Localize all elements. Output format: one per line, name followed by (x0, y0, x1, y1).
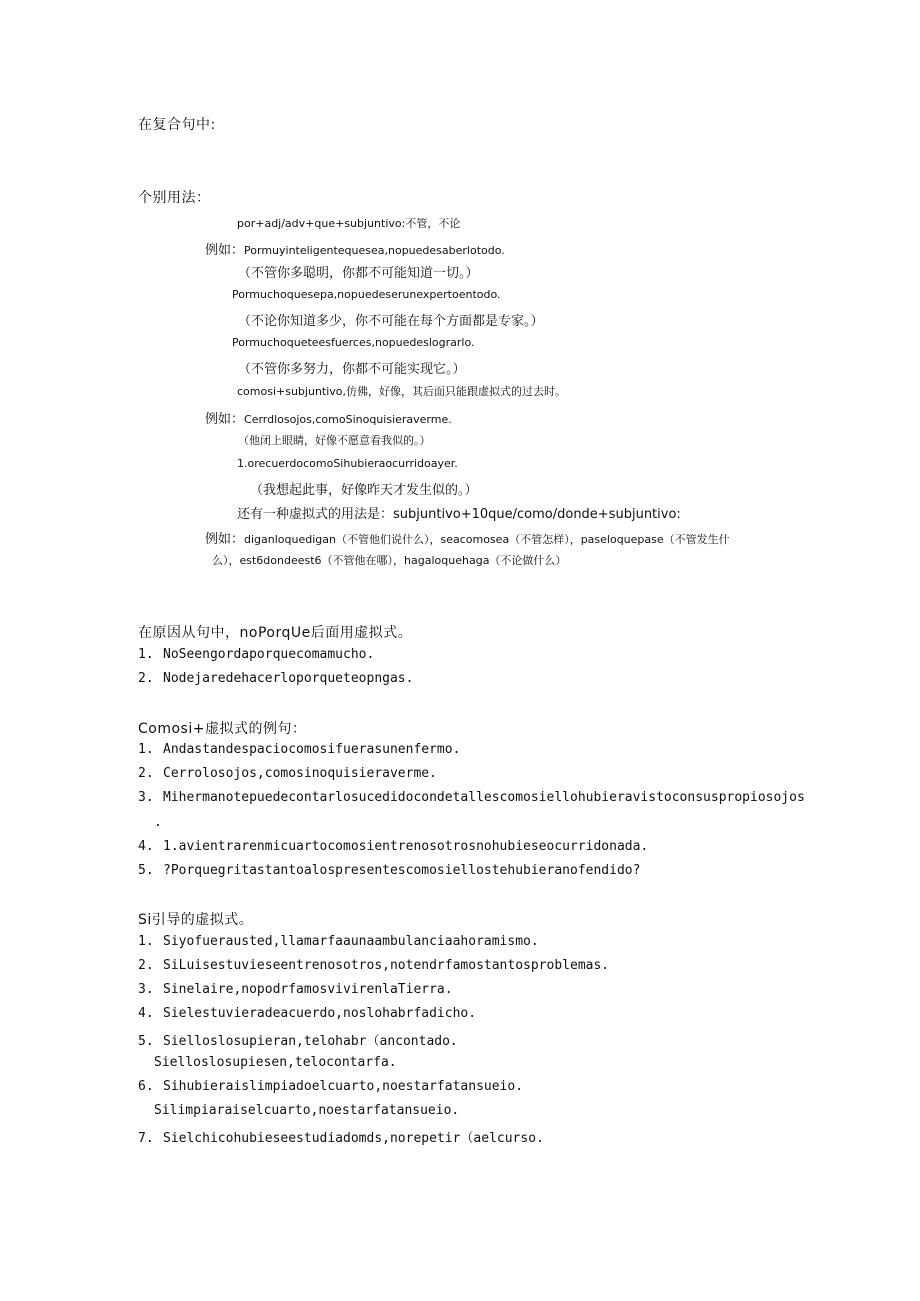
list-item-number: 2. (138, 671, 154, 686)
list-item-number: 5. (138, 1034, 154, 1050)
translation-3: （不管你多努力，你都不可能实现它。） (238, 362, 466, 377)
example-sentence: Pormuyinteligentequesea,nopuedesaberlotodo. (244, 244, 505, 257)
list-item-number: 1. (138, 647, 154, 662)
list-item-text: Andastandespaciocomosifuerasunenfermo. (163, 742, 461, 757)
list-item-number: 2. (138, 958, 154, 974)
list-item (138, 863, 640, 878)
list-item-text: ?Porquegritastantoalospresentescomosiellostehubieranofendido? (163, 863, 641, 878)
other-rule-text: 还有一种虚拟式的用法是：subjuntivo+10que/como/donde+subjuntivo: (237, 507, 681, 522)
list-item-number: 4. (138, 838, 154, 854)
example-label: 例如： (205, 243, 245, 258)
example-sentence: Cerrdlosojos,comoSinoquisieraverme. (244, 413, 452, 426)
list-item-text: Silimpiaraiselcuarto,noestarfatansueio. (154, 1102, 460, 1118)
other-rule (237, 503, 681, 522)
heading-comosi: Comosi+虚拟式的例句： (138, 721, 307, 737)
example-sentence-5: 1.orecuerdocomoSihubieraocurridoayer. (237, 457, 458, 470)
list-item-text: Sinelaire,nopodrfamosvivirenlaTierra. (163, 982, 453, 998)
translation-5: （我想起此事，好像昨天才发生似的。） (250, 483, 478, 498)
list-item (138, 647, 374, 662)
list-item (138, 1030, 458, 1049)
list-item-text: Mihermanotepuedecontarlosucedidocondetallescomosiellohubieravistoconsuspropiosojos (163, 790, 805, 806)
example-label: 例如： (205, 532, 245, 547)
list-item-number: 1. (138, 934, 154, 949)
example-line-4 (205, 408, 452, 427)
example-sentence: diganloquedigan（不管他们说什么），seacomosea（不管怎样），paseloquepase（不管发生什 (244, 533, 730, 546)
translation-2: （不论你知道多少，你不可能在每个方面都是专家。） (238, 314, 544, 329)
comosi-rule: comosi+subjuntivo,仿佛，好像，其后面只能跟虚拟式的过去时。 (237, 385, 567, 398)
list-item-number: 1. (138, 742, 154, 757)
list-item-text: Sihubieraislimpiadoelcuarto,noestarfatansueio. (163, 1078, 524, 1094)
list-item (154, 815, 162, 830)
list-item-text: . (154, 814, 162, 830)
list-item-text: Sielloslosupiesen,telocontarfa. (154, 1054, 397, 1070)
list-item (138, 839, 648, 854)
list-item-text: Nodejaredehacerloporqueteopngas. (163, 671, 414, 686)
list-item-number: 3. (138, 790, 154, 806)
list-item-text: Sielloslosupieran,telohabr（ancontado. (163, 1034, 458, 1050)
example-sentence-2: Pormuchoquesepa,nopuedeserunexpertoentodo. (232, 288, 501, 301)
translation-1: （不管你多聪明，你都不可能知道一切。） (238, 266, 479, 281)
example-sentence-3: Pormuchoqueteesfuerces,nopuedeslograrlo. (232, 336, 475, 349)
list-item (138, 742, 460, 757)
list-item (138, 958, 609, 973)
list-item (138, 671, 413, 686)
list-item-text: Sielchicohubieseestudiadomds,norepetir（aelcurso. (163, 1130, 544, 1146)
list-item-text: NoSeengordaporquecomamucho. (163, 647, 375, 662)
list-item (138, 1127, 544, 1146)
list-item-text: 1.avientrarenmicuartocomosientrenosotrosnohubieseocurridonada. (163, 838, 649, 854)
list-item-text: Sielestuvieradeacuerdo,noslohabrfadicho. (163, 1006, 477, 1022)
list-item-number: 2. (138, 766, 154, 782)
list-item-number: 6. (138, 1078, 154, 1094)
list-item-number: 3. (138, 982, 154, 998)
heading-causal: 在原因从句中，noPorqUe后面用虚拟式。 (138, 625, 413, 641)
list-item-number: 5. (138, 863, 154, 878)
translation-4: （他闭上眼睛，好像不愿意看我似的。） (238, 434, 431, 447)
example-line-1 (205, 239, 505, 258)
list-item (138, 766, 437, 781)
list-item (154, 1103, 459, 1118)
example-line-6b: 么），est6dondeest6（不管他在哪），hagaloquehaga（不论做什么） (212, 554, 567, 567)
example-line-6a (205, 528, 730, 547)
list-item-text: Cerrolosojos,comosinoquisieraverme. (163, 766, 437, 782)
heading-special-usage: 个别用法： (138, 190, 211, 206)
heading-si: Si引导的虚拟式。 (138, 912, 254, 928)
list-item (138, 1006, 476, 1021)
list-item-number: 7. (138, 1130, 154, 1146)
list-item (138, 790, 805, 805)
list-item (138, 982, 453, 997)
list-item-text: SiLuisestuvieseentrenosotros,notendrfamostantosproblemas. (163, 958, 610, 974)
heading-compound-sentence: 在复合句中: (138, 117, 216, 133)
example-label: 例如： (205, 412, 245, 427)
list-item (154, 1055, 397, 1070)
list-item-number: 4. (138, 1006, 154, 1022)
por-rule: por+adj/adv+que+subjuntivo:不管，不论 (237, 217, 461, 230)
list-item-text: Siyofuerausted,llamarfaaunaambulanciaahoramismo. (163, 934, 539, 949)
list-item (138, 934, 539, 949)
list-item (138, 1079, 523, 1094)
